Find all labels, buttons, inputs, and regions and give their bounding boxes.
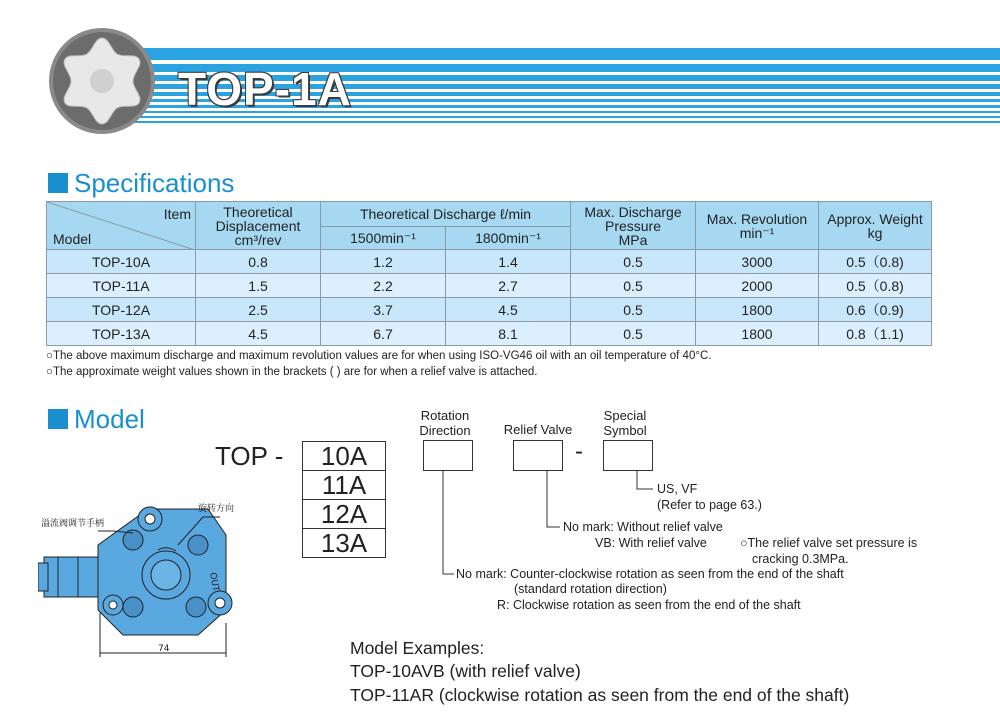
header-displacement: Theoretical Displacement cm³/rev bbox=[196, 202, 321, 250]
header-discharge-1800: 1800min⁻¹ bbox=[446, 227, 571, 250]
special-option-us-vf: US, VF bbox=[657, 482, 698, 496]
drawing-label-relief-handle: 溢流阀调节手柄 bbox=[41, 519, 105, 529]
table-row: TOP-10A 0.8 1.2 1.4 0.5 3000 0.5（0.8) bbox=[47, 250, 932, 274]
header-discharge-1500: 1500min⁻¹ bbox=[321, 227, 446, 250]
drawing-label-out: OUT bbox=[207, 571, 221, 593]
model-prefix: TOP - bbox=[215, 441, 284, 471]
page-title: TOP-1A bbox=[178, 63, 352, 115]
examples-title: Model Examples: bbox=[350, 638, 485, 658]
relief-option-vb: VB: With relief valve bbox=[595, 536, 707, 550]
size-option-11a: 11A bbox=[302, 470, 386, 500]
pump-drawing bbox=[38, 495, 278, 665]
model-heading-text: Model bbox=[74, 404, 145, 434]
relief-note-line-1: ○The relief valve set pressure is bbox=[740, 536, 918, 550]
header-model: Model bbox=[53, 231, 92, 247]
table-row: TOP-11A 1.5 2.2 2.7 0.5 2000 0.5（0.8) bbox=[47, 274, 932, 298]
size-option-10a: 10A bbox=[302, 441, 386, 471]
rotation-option-standard: (standard rotation direction) bbox=[514, 582, 667, 596]
example-2: TOP-11AR (clockwise rotation as seen from the end of the shaft) bbox=[350, 685, 850, 705]
label-relief-valve: Relief Valve bbox=[503, 422, 573, 437]
spec-note-2: ○The approximate weight values shown in the brackets ( ) are for when a relief valve is attached. bbox=[46, 366, 538, 378]
header-revolution: Max. Revolution min⁻¹ bbox=[696, 202, 819, 250]
label-special-symbol: Special Symbol bbox=[603, 408, 647, 438]
relief-option-no-mark: No mark: Without relief valve bbox=[563, 520, 723, 534]
spec-note-1: ○The above maximum discharge and maximum revolution values are for when using ISO-VG46 oil with an oil temperature of 40°C. bbox=[46, 350, 712, 362]
drawing-dimension: 74 bbox=[158, 644, 170, 654]
rotation-option-r: R: Clockwise rotation as seen from the end of the shaft bbox=[497, 598, 801, 612]
relief-note-line-2: cracking 0.3MPa. bbox=[752, 552, 849, 566]
label-rotation-direction: Rotation Direction bbox=[419, 408, 471, 438]
model-dash: - bbox=[575, 438, 583, 465]
size-option-13a: 13A bbox=[302, 528, 386, 558]
header-discharge: Theoretical Discharge ℓ/min bbox=[321, 202, 571, 227]
example-1: TOP-10AVB (with relief valve) bbox=[350, 661, 581, 681]
table-row: TOP-12A 2.5 3.7 4.5 0.5 1800 0.6（0.9) bbox=[47, 298, 932, 322]
rotation-option-no-mark: No mark: Counter-clockwise rotation as seen from the end of the shaft bbox=[456, 567, 844, 581]
table-row: TOP-13A 4.5 6.7 8.1 0.5 1800 0.8（1.1) bbox=[47, 322, 932, 346]
size-option-12a: 12A bbox=[302, 499, 386, 529]
header-item: Item bbox=[163, 206, 191, 222]
special-option-ref: (Refer to page 63.) bbox=[657, 498, 762, 512]
specifications-heading-text: Specifications bbox=[74, 168, 235, 198]
header-pressure: Max. Discharge Pressure MPa bbox=[571, 202, 696, 250]
drawing-label-rotation: 旋转方向 bbox=[198, 504, 235, 514]
header-weight: Approx. Weight kg bbox=[819, 202, 932, 250]
